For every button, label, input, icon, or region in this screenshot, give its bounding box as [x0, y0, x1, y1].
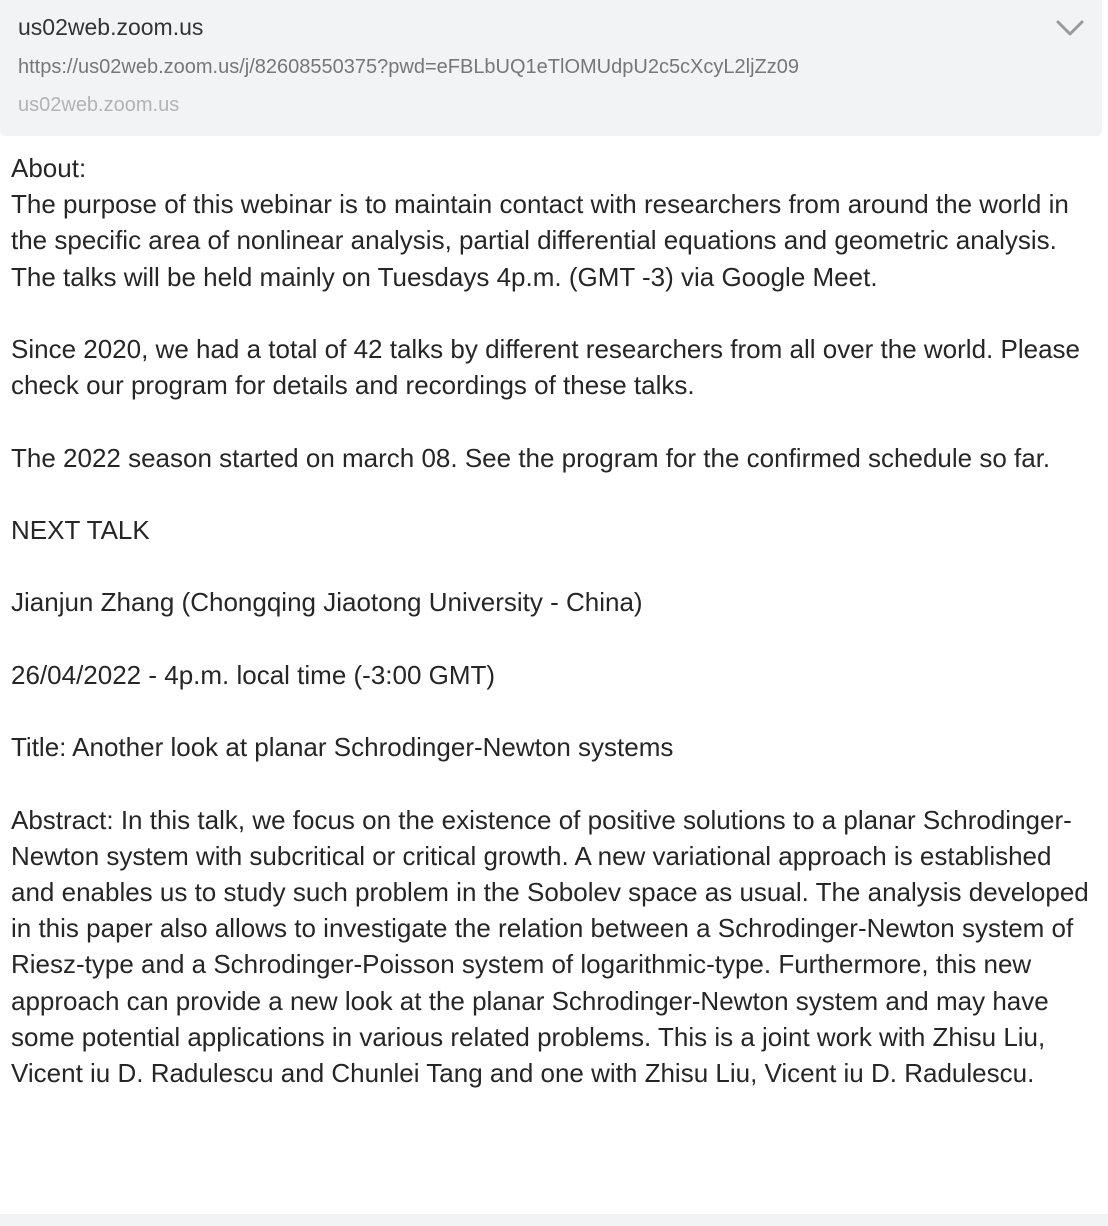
season-text: The 2022 season started on march 08. See the program for the confirmed schedule so far. — [11, 442, 1051, 473]
paragraph-gap — [11, 476, 1101, 512]
paragraph-gap — [11, 548, 1101, 584]
link-preview-url[interactable]: https://us02web.zoom.us/j/82608550375?pwd=eFBLbUQ1eTlOMUdpU2c5cXcyL2ljZz09 — [18, 56, 799, 78]
paragraph-gap — [11, 403, 1101, 439]
link-preview-domain[interactable]: us02web.zoom.us — [18, 14, 204, 40]
about-text: The purpose of this webinar is to maintain contact with researchers from around the world in the specific area of nonlinear analysis, partial differential equations and geometric analysis. The talks will be held mainly on Tuesdays 4p.m. (GMT -3) via Google Meet. — [11, 189, 1077, 292]
paragraph-gap — [11, 765, 1101, 801]
bottom-divider — [0, 1214, 1108, 1226]
talk-title: Title: Another look at planar Schrodinger-Newton systems — [11, 732, 674, 763]
message-body — [11, 150, 1101, 1091]
history-text: Since 2020, we had a total of 42 talks by different researchers from all over the world. Please check our program for details and recordings of these talks. — [11, 334, 1088, 401]
link-preview-card[interactable] — [0, 0, 1102, 136]
next-talk-heading: NEXT TALK — [11, 514, 150, 545]
about-heading: About: — [11, 153, 87, 183]
speaker: Jianjun Zhang (Chongqing Jiaotong University - China) — [11, 587, 643, 618]
chevron-down-icon[interactable] — [1054, 14, 1086, 42]
talk-datetime: 26/04/2022 - 4p.m. local time (-3:00 GMT) — [11, 659, 496, 690]
paragraph-gap — [11, 621, 1101, 657]
paragraph-gap — [11, 693, 1101, 729]
link-preview-subdomain: us02web.zoom.us — [18, 94, 180, 116]
talk-abstract: Abstract: In this talk, we focus on the existence of positive solutions to a planar Schrodinger-Newton system with subcritical or critical growth. A new variational approach is established and enables us to study such problem in the Sobolev space as usual. The analysis developed in this paper also allows to investigate the relation between a Schrodinger-Newton system of Riesz-type and a Schrodinger-Poisson system of logarithmic-type. Furthermore, this new approach can provide a new look at the planar Schrodinger-Newton system and may have some potential applications in various related problems. This is a joint work with Zhisu Liu, Vicent iu D. Radulescu and Chunlei Tang and one with Zhisu Liu, Vicent iu D. Radulescu. — [11, 804, 1097, 1088]
paragraph-gap — [11, 295, 1101, 331]
